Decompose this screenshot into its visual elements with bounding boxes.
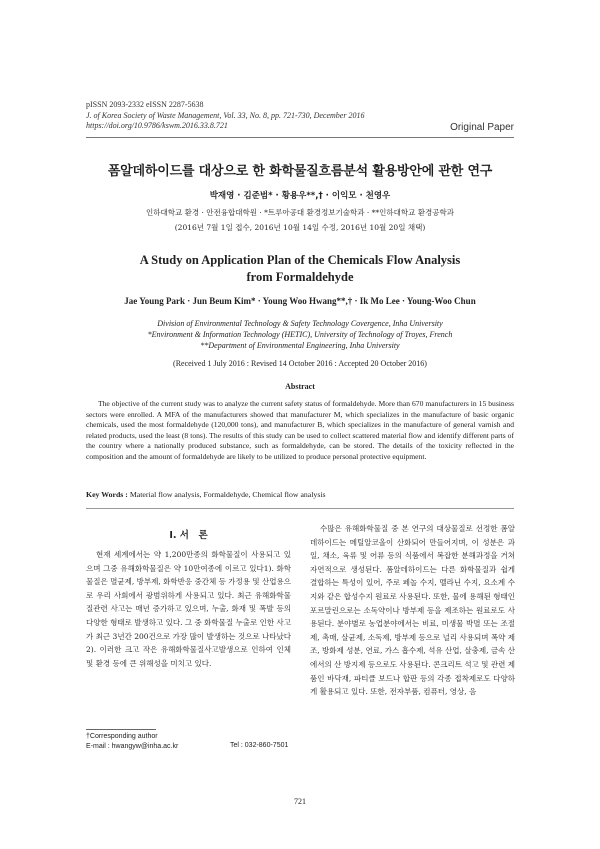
- body-left-column: 현재 세계에서는 약 1,200만종의 화학물질이 사용되고 있으며 그중 유해화학물질은 약 10만여종에 이르고 있다1). 화학물질은 멸균제, 방부제, 화학반응 중간체 등 가정용 및 산업용으로 우리 사회에서 광범위하게 사용되고 있다. 최근 유해화학물질관련 사고는 매년 증가하고 있으며, 누출, 화재 및 폭발 등의 다양한 형태로 발생하고 있다. 그 중 화학물질 누출로 인한 사고가 최근 3년간 200건으로 가장 많이 발생하는 것으로 나타났다2). 이러한 크고 작은 유해화학물질사고발생으로 인하여 인체 및 환경 등에 큰 위해성을 미치고 있다.: [86, 550, 291, 668]
- authors-korean: 박재영 · 김준범* · 황용우**,† · 이익모 · 천영우: [209, 191, 391, 201]
- abstract-heading: Abstract: [285, 382, 315, 391]
- section-divider: [86, 508, 514, 509]
- title-english-line1: A Study on Application Plan of the Chemicals Flow Analysis: [139, 253, 461, 267]
- title-english: [86, 252, 514, 286]
- title-korean: 폼알데하이드를 대상으로 한 화학물질흐름분석 활용방안에 관한 연구: [107, 164, 493, 179]
- page-number: 721: [294, 797, 306, 806]
- keywords-list: Material flow analysis, Formaldehyde, Chemical flow analysis: [129, 490, 326, 499]
- footnote-email: E-mail : hwangyw@inha.ac.kr: [86, 743, 179, 750]
- journal-header: [86, 100, 364, 132]
- section-heading: I. 서 론: [169, 530, 208, 541]
- keywords: [86, 490, 326, 499]
- affiliation-korean: 인하대학교 환경 · 안전융합대학원 · *트루아공대 환경정보기술학과 · **인하대학교 환경공학과: [146, 208, 454, 217]
- footnote-divider: [86, 729, 156, 730]
- footnote-label: †Corresponding author: [86, 733, 158, 740]
- affiliation-english-2: *Environment & Information Technology (HETIC), University of Technology of Troyes, French: [147, 330, 453, 339]
- abstract-text: The objective of the current study was to analyze the current safety status of formaldehyde. More than 670 manufacturers in 15 business sectors were enrolled. A MFA of the manufacturers showed that manufacturer M, which specializes in the manufacture of basic organic chemicals, used the most formaldehyde (120,000 tons), and manufacturer B, which specializes in the manufacture of general varnish and related products, used the least (8 tons). The results of this study can be used to collect scattered material flow and identify different parts of the country where a nationally produced substance, such as formaldehyde, can be stored. The details of the toxicity reflected in the composition and the amount of formaldehyde are likely to be utilized to produce personal protective equipment.: [86, 399, 514, 461]
- body-right-column: 수많은 유해화학물질 중 본 연구의 대상물질로 선정한 폼알데하이드는 메틸알코올이 산화되어 만들어지며, 이 성분은 과일, 채소, 육류 및 어류 등의 식품에서 복잡한 분해과정을 거쳐 자연적으로 생성된다. 폼알데하이드는 다른 화학물질과 쉽게 결합하는 특성이 있어, 주로 페놀 수지, 멜라닌 수지, 요소계 수지와 같은 합성수지 원료로 사용된다. 또한, 물에 용해된 형태인 포르말린으로는 소독약이나 방부제 등을 제조하는 원료로도 사용된다. 분야별로 농업분야에서는 비료, 미생물 박멸 또는 조절제, 촉매, 살균제, 소독제, 방부제 등으로 널리 사용되며 폭약 제조, 방화제 성분, 연료, 가스 흡수제, 석유 산업, 살충제, 금속 산에서의 산 방지제 등으로도 사용된다. 콘크리트 석고 및 관련 제품인 바닥재, 파티클 보드나 합판 등의 각종 접착제로도 다양하게 활용되고 있다. 또한, 전자부품, 컴퓨터, 영상, 음: [310, 524, 515, 697]
- header-divider: [86, 137, 514, 138]
- affiliation-english: [86, 318, 514, 351]
- doi-link[interactable]: https://doi.org/10.9786/kswm.2016.33.8.721: [86, 121, 228, 130]
- authors-english: Jae Young Park · Jun Beum Kim* · Young Woo Hwang**,† · Ik Mo Lee · Young-Woo Chun: [124, 296, 476, 306]
- footnote-tel: Tel : 032-860-7501: [230, 742, 289, 749]
- dates-english: (Received 1 July 2016 : Revised 14 October 2016 : Accepted 20 October 2016): [173, 359, 427, 368]
- issn: pISSN 2093-2332 eISSN 2287-5638: [86, 100, 204, 109]
- keywords-label: Key Words :: [86, 490, 128, 499]
- affiliation-english-1: Division of Environmental Technology & Safety Technology Covergence, Inha University: [157, 319, 443, 328]
- footnote: [86, 732, 178, 752]
- paper-type: Original Paper: [450, 122, 514, 133]
- journal-citation: J. of Korea Society of Waste Management, Vol. 33, No. 8, pp. 721-730, December 2016: [86, 110, 365, 120]
- title-english-line2: from Formaldehyde: [246, 270, 354, 284]
- affiliation-english-3: **Department of Environmental Engineering, Inha University: [200, 341, 400, 350]
- dates-korean: (2016년 7월 1일 접수, 2016년 10월 14일 수정, 2016년 10월 20일 채택): [174, 223, 426, 232]
